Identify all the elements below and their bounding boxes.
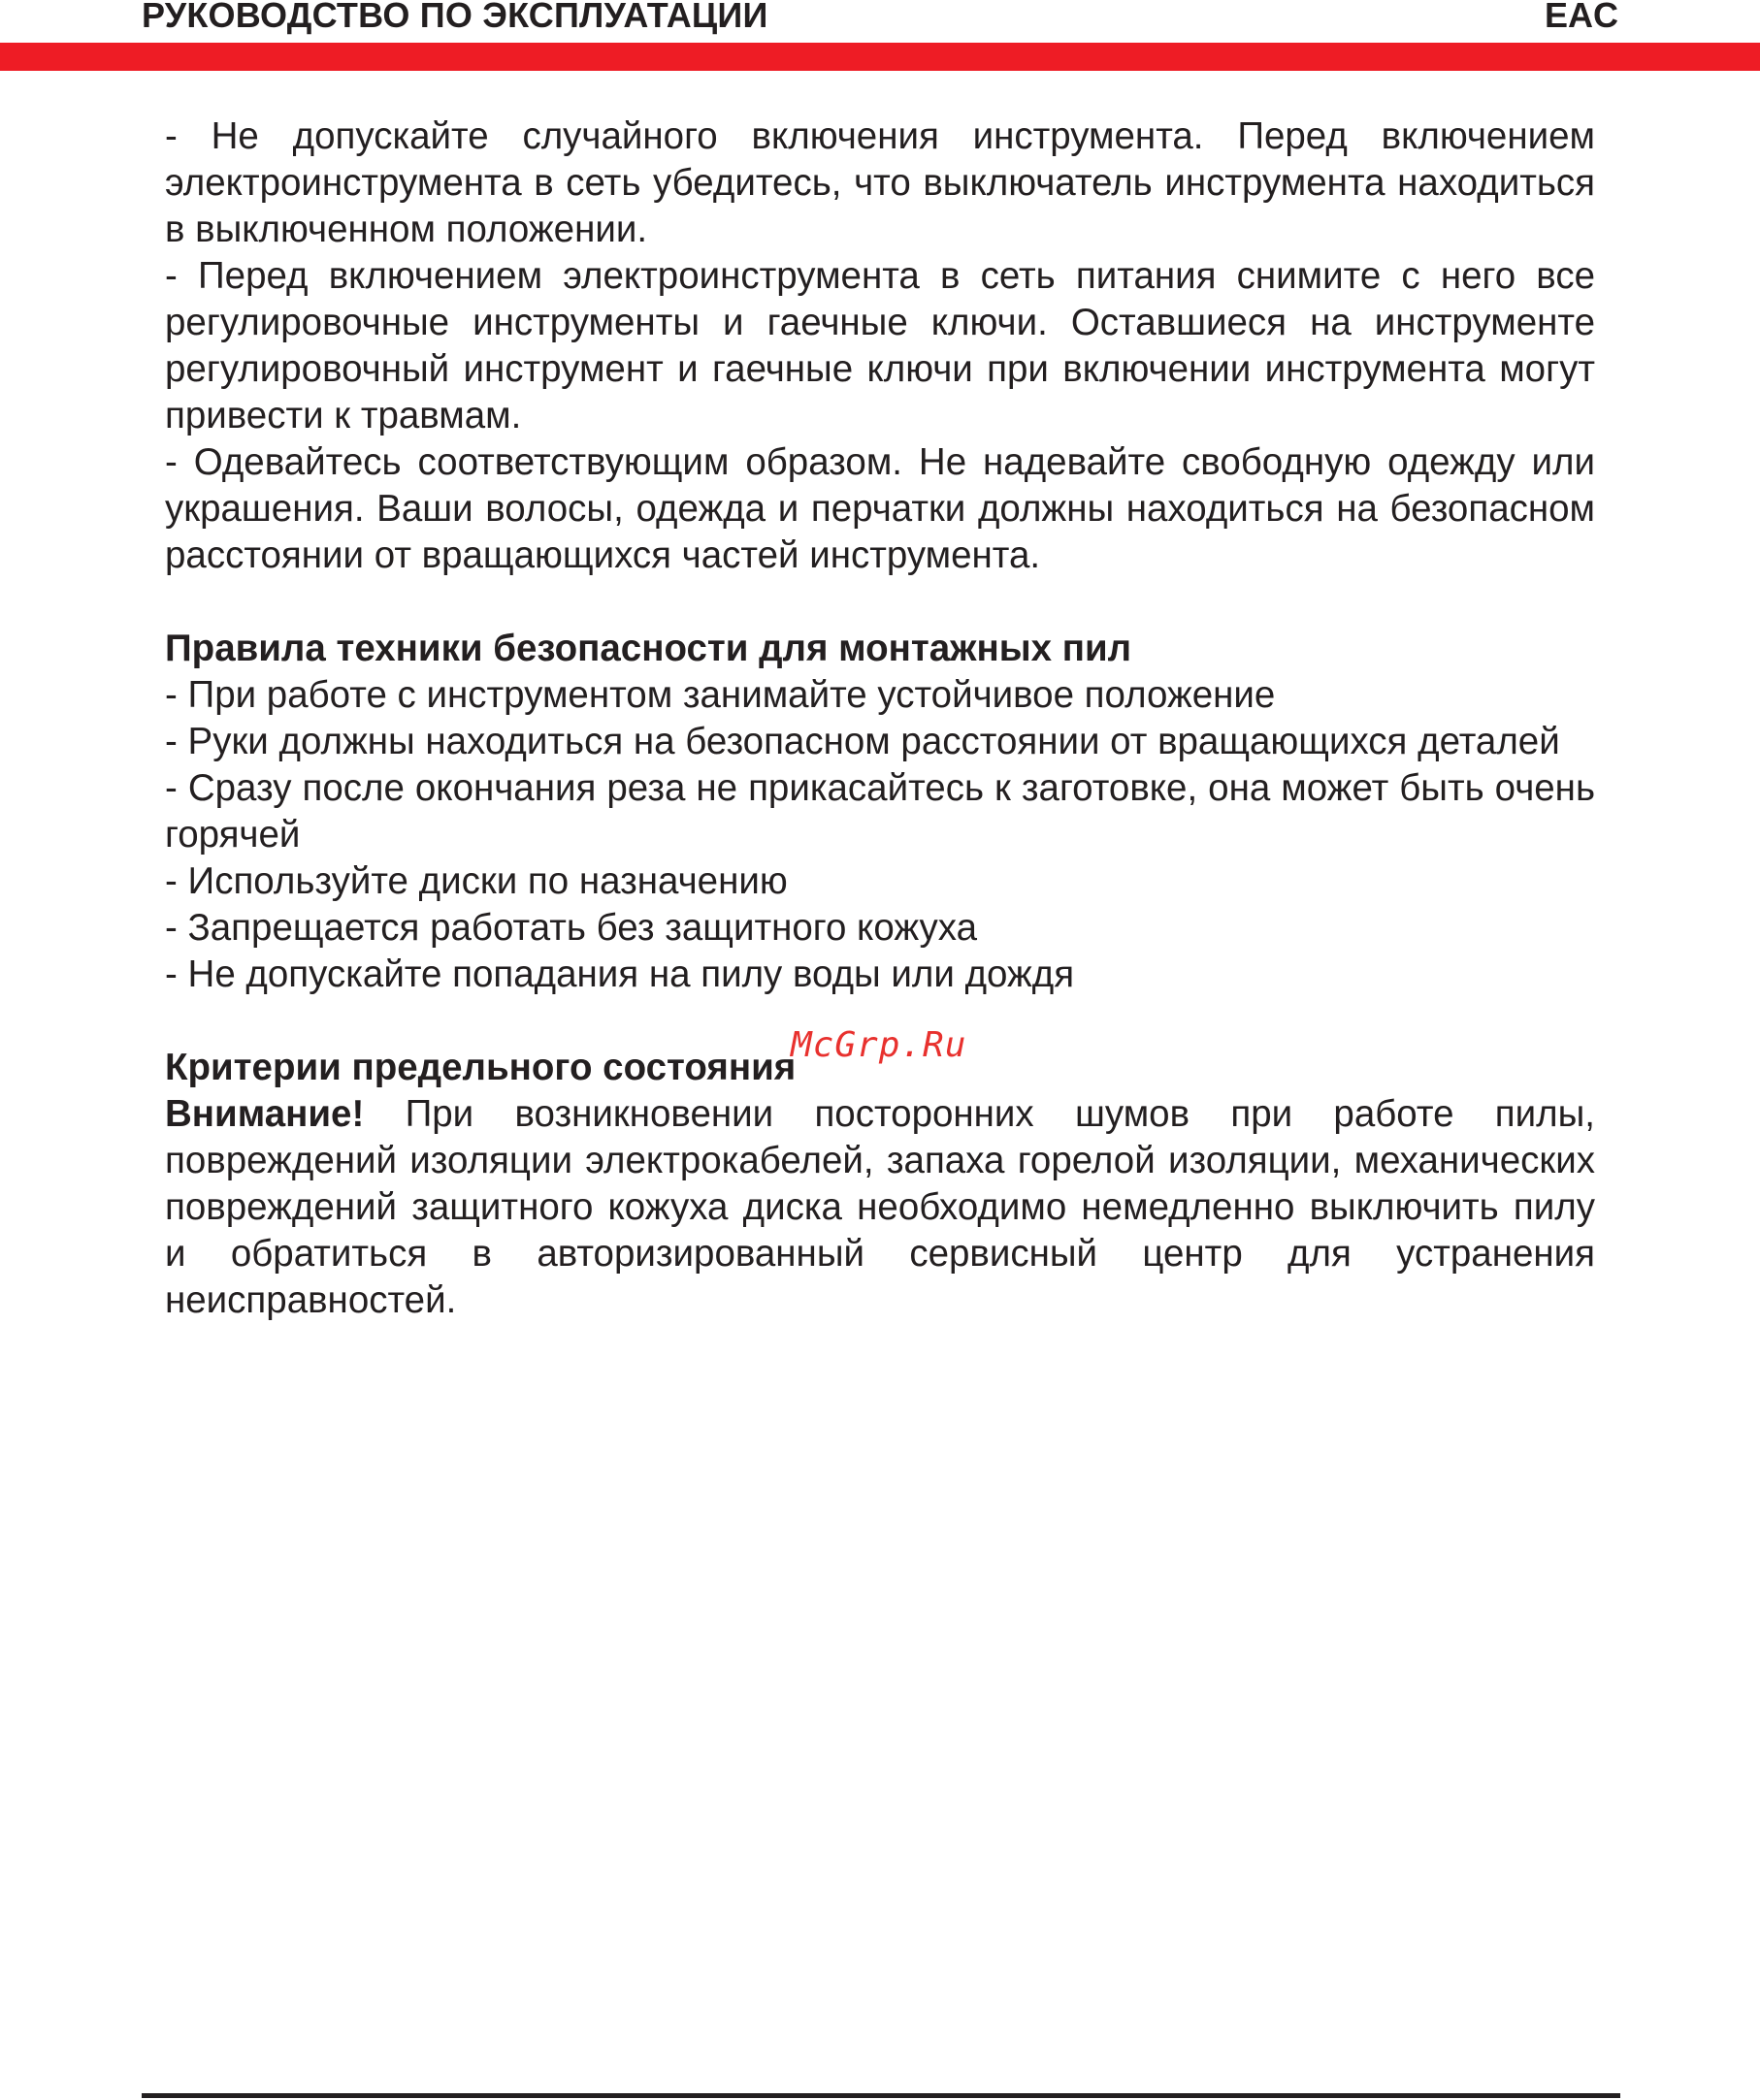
general-rule-2: - Перед включением электроинструмента в сеть питания снимите с него все регулировочные инструменты и гаечные ключи. Оставшиеся на инструменте регулировочный инструмент и гаечные ключи при включении инструмента могут привести к травмам. <box>165 255 1595 436</box>
saw-rule-5: - Запрещается работать без защитного кожуха <box>165 907 977 949</box>
eac-mark: EAC <box>1544 0 1618 35</box>
saw-rule-2: - Руки должны находиться на безопасном расстоянии от вращающихся деталей <box>165 721 1560 762</box>
saw-rules-heading: Правила техники безопасности для монтажных пил <box>165 628 1132 669</box>
attention-text: При возникновении посторонних шумов при работе пилы, повреждений изоляции электрокабелей, запаха горелой изоляции, механических повреждений защитного кожуха диска необходимо немедленно выключить пилу и обратиться в авторизированный сервисный центр для устранения неисправностей. <box>165 1093 1595 1321</box>
footer-rule <box>142 2093 1620 2098</box>
page-header <box>0 0 1760 39</box>
saw-rule-3: - Сразу после окончания реза не прикасайтесь к заготовке, она может быть очень горячей <box>165 767 1595 856</box>
page-content <box>165 113 1595 1324</box>
saw-rule-4: - Используйте диски по назначению <box>165 860 788 902</box>
attention-label: Внимание! <box>165 1093 365 1135</box>
header-red-band <box>0 43 1760 71</box>
limit-state-heading: Критерии предельного состояния <box>165 1047 797 1088</box>
section-gap <box>165 579 1595 626</box>
saw-rule-6: - Не допускайте попадания на пилу воды или дождя <box>165 953 1075 995</box>
saw-rule-1: - При работе с инструментом занимайте устойчивое положение <box>165 674 1276 716</box>
watermark-text: McGrp.Ru <box>791 1025 967 1065</box>
general-rule-3: - Одевайтесь соответствующим образом. Не надевайте свободную одежду или украшения. Ваши волосы, одежда и перчатки должны находиться на безопасном расстоянии от вращающихся частей инструмента. <box>165 441 1595 576</box>
manual-title: РУКОВОДСТВО ПО ЭКСПЛУАТАЦИИ <box>142 0 768 35</box>
general-rule-1: - Не допускайте случайного включения инструмента. Перед включением электроинструмента в сеть убедитесь, что выключатель инструмента находиться в выключенном положении. <box>165 115 1595 250</box>
limit-state-paragraph <box>165 1091 1595 1324</box>
